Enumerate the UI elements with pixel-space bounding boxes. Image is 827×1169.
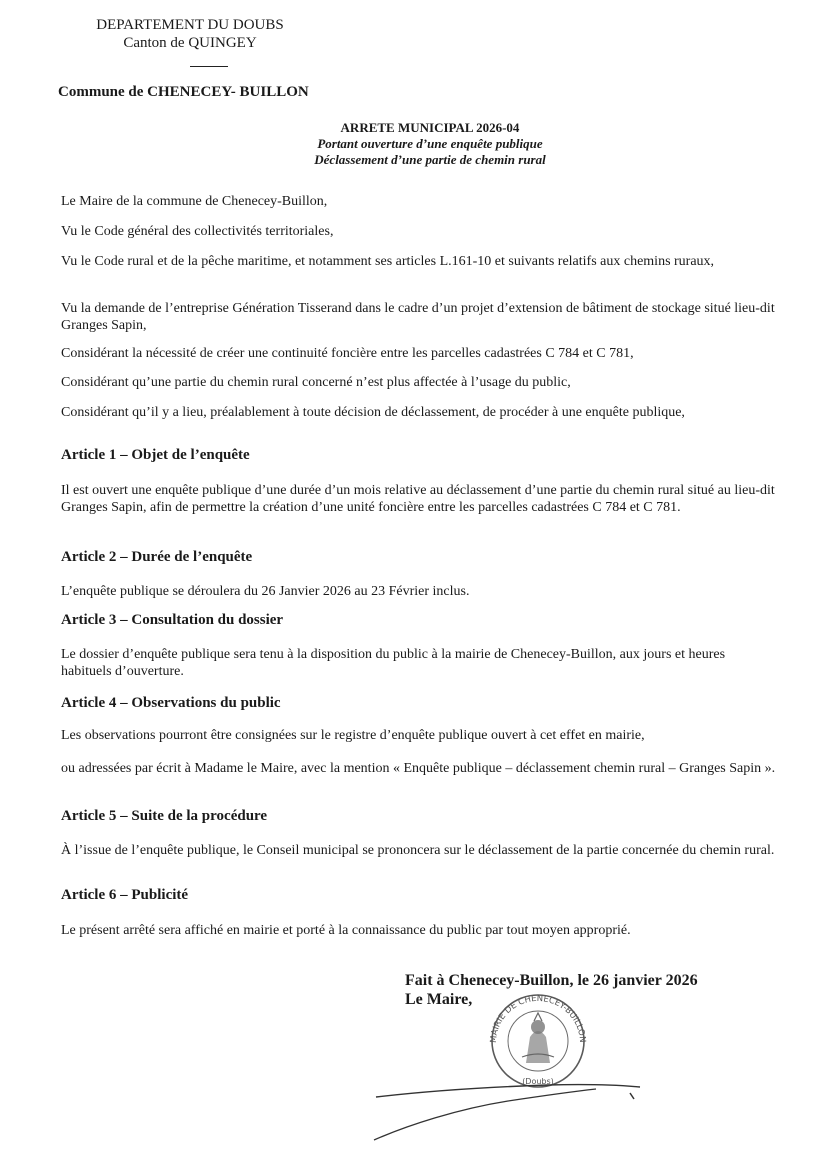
stamp-ring-text: MAIRIE DE CHENECEY-BUILLON — [488, 993, 588, 1044]
preamble-vu-code-rural: Vu le Code rural et de la pêche maritime, et notamment ses articles L.161-10 et suivants relatifs aux chemins ruraux, — [61, 254, 715, 269]
article-3-text: Le dossier d’enquête publique sera tenu à la disposition du public à la mairie de Chenecey-Buillon, aux jours et heures habituels d’ouverture. — [61, 647, 726, 679]
preamble-vu-demande: Vu la demande de l’entreprise Génération Tisserand dans le cadre d’un projet d’extension de bâtiment de stockage situé lieu-dit Granges Sapin, — [61, 301, 775, 333]
preamble-vu-cgct: Vu le Code général des collectivités territoriales, — [61, 224, 334, 239]
header-divider — [190, 66, 228, 67]
article-1-text: Il est ouvert une enquête publique d’une durée d’un mois relative au déclassement d’une partie du chemin rural situé au lieu-dit Granges Sapin, afin de permettre la création d’une unité foncière entre les parcelles cadastrées C 784 et C 781. — [61, 483, 775, 515]
article-2-text: L’enquête publique se déroulera du 26 Janvier 2026 au 23 Février inclus. — [61, 584, 470, 599]
article-2-heading: Article 2 – Durée de l’enquête — [61, 549, 253, 565]
article-5-text: À l’issue de l’enquête publique, le Conseil municipal se prononcera sur le déclassement de la partie concernée du chemin rural. — [61, 843, 775, 858]
preamble-considerant-1: Considérant la nécessité de créer une continuité foncière entre les parcelles cadastrées C 784 et C 781, — [61, 346, 634, 361]
preamble-considerant-2: Considérant qu’une partie du chemin rural concerné n’est plus affectée à l’usage du public, — [61, 375, 571, 390]
arrete-title: ARRETE MUNICIPAL 2026-04 — [340, 120, 520, 135]
stamp-bottom-text: (Doubs) — [522, 1077, 554, 1086]
preamble-maire: Le Maire de la commune de Chenecey-Buillon, — [61, 194, 328, 209]
article-6-text: Le présent arrêté sera affiché en mairie et porté à la connaissance du public par tout moyen approprié. — [61, 923, 631, 938]
arrete-subtitle-2: Déclassement d’une partie de chemin rural — [314, 152, 546, 167]
commune-label: Commune de CHENECEY- BUILLON — [58, 84, 309, 100]
signature-role: Le Maire, — [405, 991, 473, 1008]
article-6-heading: Article 6 – Publicité — [61, 887, 189, 903]
article-4-text-2: ou adressées par écrit à Madame le Maire, avec la mention « Enquête publique – déclassement chemin rural – Granges Sapin ». — [61, 761, 776, 776]
signature-place-date: Fait à Chenecey-Buillon, le 26 janvier 2026 — [405, 972, 698, 989]
preamble-considerant-3: Considérant qu’il y a lieu, préalablement à toute décision de déclassement, de procéder à une enquête publique, — [61, 405, 685, 420]
article-1-heading: Article 1 – Objet de l’enquête — [61, 447, 250, 463]
article-4-heading: Article 4 – Observations du public — [61, 695, 281, 711]
article-4-text: Les observations pourront être consignées sur le registre d’enquête publique ouvert à cet effet en mairie, — [61, 728, 645, 743]
departement-label: DEPARTEMENT DU DOUBS — [96, 17, 284, 33]
article-5-heading: Article 5 – Suite de la procédure — [61, 808, 268, 824]
arrete-subtitle-1: Portant ouverture d’une enquête publique — [317, 136, 543, 151]
article-3-heading: Article 3 – Consultation du dossier — [61, 612, 284, 628]
canton-label: Canton de QUINGEY — [123, 35, 257, 51]
handwritten-signature — [368, 1055, 668, 1145]
